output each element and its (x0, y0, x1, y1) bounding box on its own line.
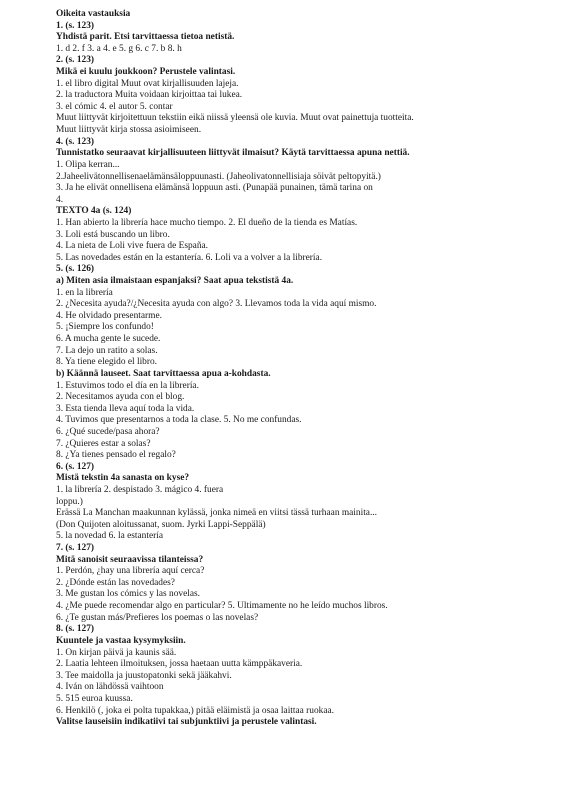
section-heading-line: Mitä sanoisit seuraavissa tilanteissa? (56, 554, 204, 565)
answer-line: 3. Ja he elivät onnellisena elämänsä loppuun asti. (Punapää punainen, tämä tarina on (56, 183, 373, 194)
section-heading-line: 6. (s. 127) (56, 461, 95, 472)
section-heading-line: 7. (s. 127) (56, 543, 95, 554)
answer-line: 8. ¿Ya tienes pensado el regalo? (56, 450, 176, 461)
answer-line: 5. la novedad 6. la estantería (56, 531, 163, 542)
answer-line: Muut liittyvät kirja stossa asioimiseen. (56, 125, 202, 136)
section-heading-line: Valitse lauseisiin indikatiivi tai subjunktiivi ja perustele valintasi. (56, 717, 317, 728)
section-heading-line: Tunnistatko seuraavat kirjallisuuteen liittyvät ilmaisut? Käytä tarvittaessa apuna nettiä. (56, 148, 410, 159)
answer-line: 6. ¿Te gustan más/Prefieres los poemas o las novelas? (56, 612, 259, 623)
answer-line: Muut liittyvät kirjoitettuun tekstiin eikä niissä yleensä ole kuvia. Muut ovat painettuja tuotteita. (56, 113, 414, 124)
answer-line: 2. Necesitamos ayuda con el blog. (56, 392, 185, 403)
answer-line: 2. la traductora Muita voidaan kirjoittaa tai lukea. (56, 90, 243, 101)
answer-line: 2. Laatia lehteen ilmoituksen, jossa haetaan uutta kämppäkaveria. (56, 659, 303, 670)
answer-line: 3. Esta tienda lleva aquí toda la vida. (56, 403, 195, 414)
answer-line: 1. On kirjan päivä ja kaunis sää. (56, 647, 177, 658)
answer-line: (Don Quijoten aloitussanat, suom. Jyrki Lappi-Seppälä) (56, 519, 266, 530)
section-heading-line: Mikä ei kuulu joukkoon? Perustele valintasi. (56, 67, 236, 78)
section-heading-line: 8. (s. 127) (56, 624, 95, 635)
section-heading-line: Oikeita vastauksia (56, 9, 131, 19)
answer-line: 1. Olipa kerran... (56, 159, 120, 170)
answer-line: 5. 515 euroa kuussa. (56, 693, 133, 704)
answer-line: 2. ¿Necesita ayuda?/¿Necesita ayuda con algo? 3. Llevamos toda la vida aquí mismo. (56, 299, 377, 310)
answer-line: 6. A mucha gente le sucede. (56, 334, 161, 345)
section-heading-line: b) Käännä lauseet. Saat tarvittaessa apua a-kohdasta. (56, 368, 271, 379)
section-heading-line: Kuuntele ja vastaa kysymyksiin. (56, 635, 186, 646)
answer-line: 2.Jaheelivätonnellisenaelämänsäloppuunasti. (Jaheolivatonnellisiaja söivät peltopyitä.) (56, 171, 381, 182)
answer-line: 4. (56, 194, 64, 205)
section-heading-line: Yhdistä parit. Etsi tarvittaessa tietoa netistä. (56, 32, 235, 43)
answer-line: 1. d 2. f 3. a 4. e 5. g 6. c 7. b 8. h (56, 43, 182, 54)
answer-line: 7. ¿Quieres estar a solas? (56, 438, 151, 449)
answer-line: 8. Ya tiene elegido el libro. (56, 357, 158, 368)
answer-line: 2. ¿Dónde están las novedades? (56, 577, 175, 588)
section-heading-line: Mistä tekstin 4a sanasta on kyse? (56, 473, 190, 484)
section-heading-line: 4. (s. 123) (56, 136, 95, 147)
section-heading-line: a) Miten asia ilmaistaan espanjaksi? Saat apua tekstistä 4a. (56, 276, 294, 287)
answer-line: 7. La dejo un ratito a solas. (56, 345, 158, 356)
answer-line: 3. el cómic 4. el autor 5. contar (56, 101, 173, 112)
answer-line: 3. Tee maidolla ja juustopatonki sekä jääkahvi. (56, 670, 232, 681)
answer-line: 4. Iván on lähdössä vaihtoon (56, 682, 164, 693)
answer-line: loppu.) (56, 496, 83, 507)
section-heading-line: TEXTO 4a (s. 124) (56, 206, 132, 217)
answer-line: 1. en la librería (56, 287, 113, 298)
answer-line: 3. Me gustan los cómics y las novelas. (56, 589, 200, 600)
section-heading-line: 5. (s. 126) (56, 264, 95, 275)
answer-line: 6. Henkilö (, joka ei polta tupakkaa,) pitää eläimistä ja osaa laittaa ruokaa. (56, 705, 335, 716)
answer-line: Erässä La Manchan maakunnan kylässä, jonka nimeä en viitsi tässä turhaan mainita... (56, 508, 377, 519)
section-heading-line: 1. (s. 123) (56, 20, 95, 31)
answer-key-text (56, 9, 556, 729)
answer-line: 4. He olvidado presentarme. (56, 310, 162, 321)
answer-line: 3. Loli está buscando un libro. (56, 229, 170, 240)
answer-line: 5. Las novedades están en la estantería. 6. Loli va a volver a la librería. (56, 252, 323, 263)
answer-line: 4. ¿Me puede recomendar algo en particular? 5. Últimamente no he leído muchos libros. (56, 601, 388, 612)
answer-line: 1. el libro digital Muut ovat kirjallisuuden lajeja. (56, 78, 239, 89)
answer-line: 4. Tuvimos que presentarnos a toda la clase. 5. No me confundas. (56, 415, 302, 426)
answer-line: 1. Han abierto la librería hace mucho tiempo. 2. El dueño de la tienda es Matías. (56, 217, 358, 228)
answer-line: 5. ¡Siempre los confundo! (56, 322, 154, 333)
answer-line: 1. la librería 2. despistado 3. mágico 4. fuera (56, 484, 224, 495)
answer-line: 1. Perdón, ¿hay una librería aquí cerca? (56, 566, 205, 577)
answer-line: 4. La nieta de Loli vive fuera de España. (56, 241, 209, 252)
section-heading-line: 2. (s. 123) (56, 55, 95, 66)
answer-line: 1. Estuvimos todo el día en la librería. (56, 380, 199, 391)
answer-line: 6. ¿Qué sucede/pasa ahora? (56, 426, 160, 437)
